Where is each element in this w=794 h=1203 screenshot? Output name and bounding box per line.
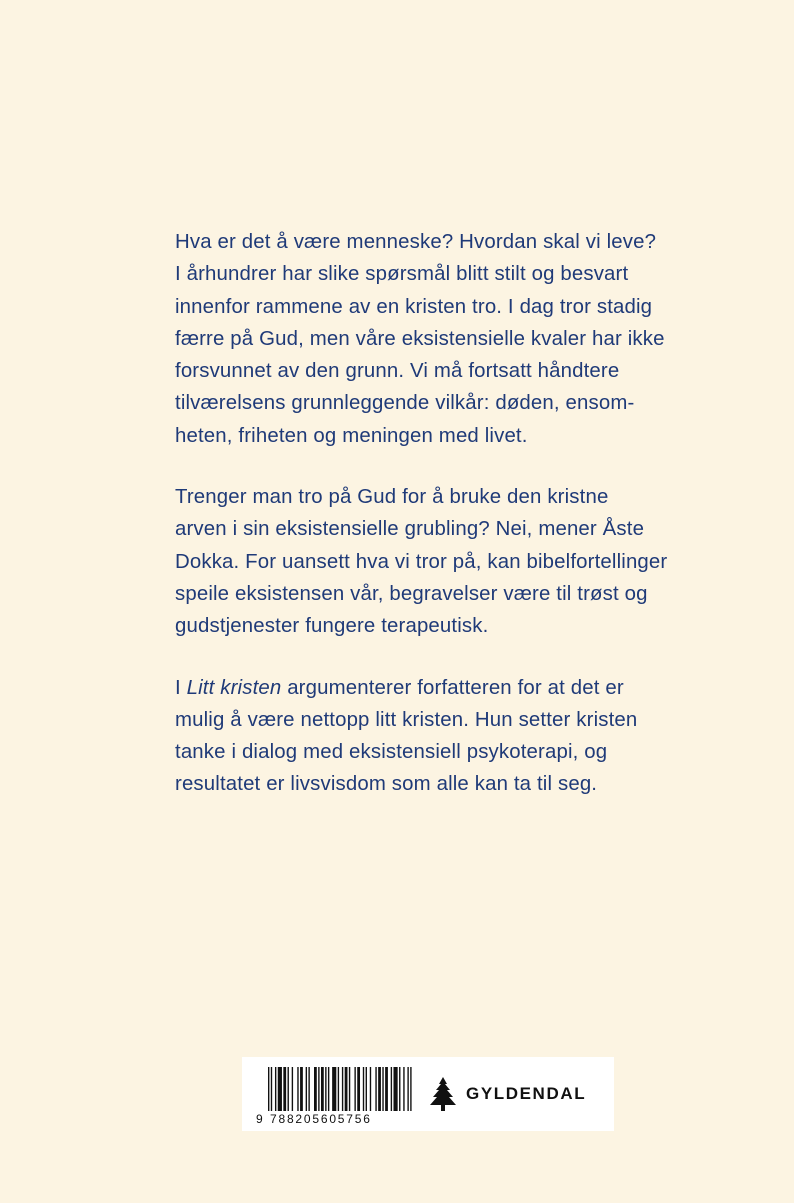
blurb-line: arven i sin eksistensielle grubling? Nei, mener Åste (175, 518, 645, 541)
barcode-bar (338, 1067, 339, 1111)
barcode-bar (375, 1067, 376, 1111)
isbn-number: 788205605756 (270, 1112, 372, 1126)
blurb-line: resultatet er livsvisdom som alle kan ta til seg. (175, 773, 598, 796)
barcode-bar (399, 1067, 400, 1111)
publisher-name: GYLDENDAL (466, 1084, 587, 1103)
barcode-bar (370, 1067, 371, 1111)
blurb-text: argumenterer forfatteren for at det er (281, 676, 624, 699)
barcode-bar (410, 1067, 411, 1111)
barcode-bar (321, 1067, 324, 1111)
barcode-bar (332, 1067, 336, 1111)
blurb-line: Dokka. For uansett hva vi tror på, kan bibelfortellinger (175, 550, 668, 573)
barcode-bar (314, 1067, 317, 1111)
blurb-line: Hva er det å være menneske? Hvordan skal vi leve? (175, 231, 657, 253)
barcode-bar (354, 1067, 355, 1111)
barcode-bar (268, 1067, 269, 1111)
barcode-panel (242, 1057, 614, 1131)
barcode-bar (328, 1067, 329, 1111)
barcode-bar (308, 1067, 309, 1111)
barcode-bar (342, 1067, 343, 1111)
blurb-line: I århundrer har slike spørsmål blitt stilt og besvart (175, 263, 629, 286)
blurb-paragraph-3 (175, 672, 735, 801)
barcode-bar (385, 1067, 388, 1111)
barcode-bar (393, 1067, 397, 1111)
barcode-bar (271, 1067, 272, 1111)
barcode-bar (378, 1067, 381, 1111)
blurb-line: tilværelsens grunnleggende vilkår: døden, ensom- (175, 392, 635, 415)
tree-icon (428, 1076, 458, 1112)
barcode-bar (297, 1067, 298, 1111)
barcode-bar (363, 1067, 364, 1111)
barcode-bar (275, 1067, 276, 1111)
blurb-line: gudstjenester fungere terapeutisk. (175, 615, 489, 638)
barcode-bar (292, 1067, 293, 1111)
blurb-text: I (175, 676, 187, 699)
book-title: Litt kristen (186, 676, 282, 699)
barcode-bar (357, 1067, 360, 1111)
barcode-bar (366, 1067, 367, 1111)
barcode-bar (278, 1067, 282, 1111)
barcode-bar (345, 1067, 348, 1111)
barcode-bar (288, 1067, 289, 1111)
blurb-line: heten, friheten og meningen med livet. (175, 424, 528, 447)
barcode-bar (283, 1067, 286, 1111)
blurb-line: tanke i dialog med eksistensiell psykoterapi, og (175, 741, 608, 764)
isbn-first-digit: 9 (256, 1112, 265, 1126)
blurb-line: færre på Gud, men våre eksistensielle kvaler har ikke (175, 327, 665, 350)
barcode-bar (306, 1067, 307, 1111)
blurb-line: forsvunnet av den grunn. Vi må fortsatt håndtere (175, 360, 620, 383)
back-cover-blurb (175, 226, 735, 830)
blurb-line (175, 672, 735, 704)
blurb-line: speile eksistensen vår, begravelser være til trøst og (175, 582, 648, 605)
barcode-bar (382, 1067, 383, 1111)
barcode-bar (325, 1067, 326, 1111)
barcode-bar (300, 1067, 303, 1111)
barcode-bar (349, 1067, 350, 1111)
barcode-bar (403, 1067, 404, 1111)
barcode-bar (407, 1067, 408, 1111)
barcode-bar (318, 1067, 319, 1111)
blurb-line: Trenger man tro på Gud for å bruke den kristne (175, 486, 609, 509)
blurb-paragraph-1 (175, 226, 735, 452)
blurb-line: mulig å være nettopp litt kristen. Hun setter kristen (175, 708, 638, 731)
blurb-line: innenfor rammene av en kristen tro. I dag tror stadig (175, 295, 653, 318)
publisher-logo (428, 1076, 586, 1112)
barcode-bar (391, 1067, 392, 1111)
isbn-barcode (268, 1067, 413, 1111)
blurb-paragraph-2 (175, 481, 735, 642)
